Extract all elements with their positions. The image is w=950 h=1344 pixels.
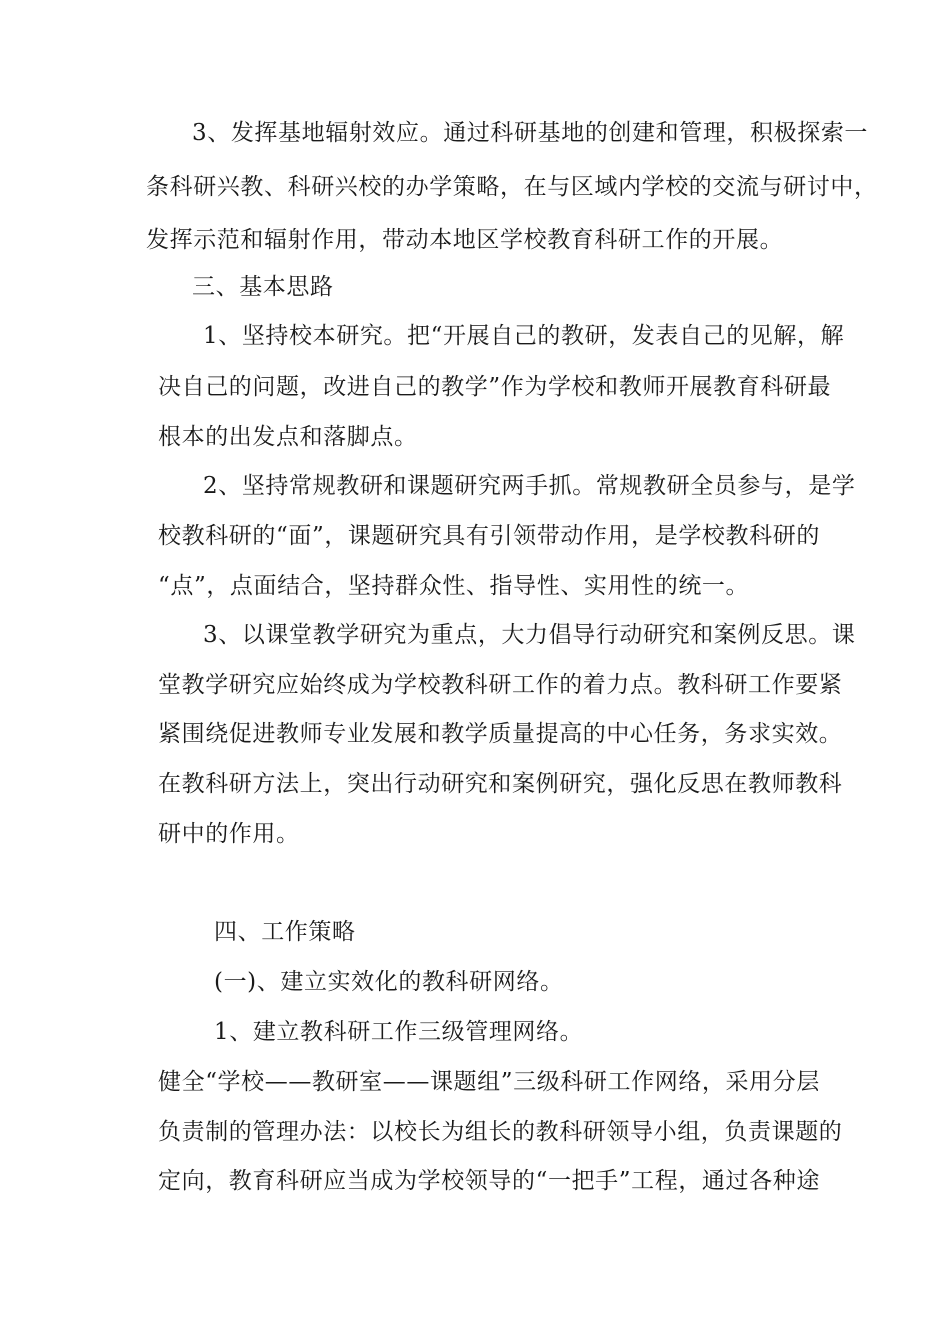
body-text-line: “点”，点面结合，坚持群众性、指导性、实用性的统一。 bbox=[158, 573, 750, 599]
body-text-line: 发挥示范和辐射作用，带动本地区学校教育科研工作的开展。 bbox=[146, 227, 784, 253]
body-text-line: 条科研兴教、科研兴校的办学策略，在与区域内学校的交流与研讨中， bbox=[146, 174, 878, 200]
body-text-line: 紧围绕促进教师专业发展和教学质量提高的中心任务，务求实效。 bbox=[158, 721, 843, 747]
body-text-line: 3、发挥基地辐射效应。通过科研基地的创建和管理，积极探索一 bbox=[192, 120, 869, 146]
subsection-heading: (一)、建立实效化的教科研网络。 bbox=[214, 969, 564, 995]
body-text-line: 1、坚持校本研究。把“开展自己的教研，发表自己的见解，解 bbox=[203, 323, 845, 349]
section-heading: 四、工作策略 bbox=[214, 919, 356, 945]
body-text-line: 3、以课堂教学研究为重点，大力倡导行动研究和案例反思。课 bbox=[203, 622, 856, 648]
body-text-line: 决自己的问题，改进自己的教学”作为学校和教师开展教育科研最 bbox=[158, 374, 832, 400]
body-text-line: 堂教学研究应始终成为学校教科研工作的着力点。教科研工作要紧 bbox=[158, 672, 843, 698]
body-text-line: 健全“学校——教研室——课题组”三级科研工作网络，采用分层 bbox=[158, 1069, 820, 1095]
body-text-line: 根本的出发点和落脚点。 bbox=[158, 424, 418, 450]
body-text-line: 定向，教育科研应当成为学校领导的“一把手”工程，通过各种途 bbox=[158, 1168, 820, 1194]
section-heading: 三、基本思路 bbox=[192, 274, 334, 300]
body-text-line: 在教科研方法上，突出行动研究和案例研究，强化反思在教师教科 bbox=[158, 771, 843, 797]
body-text-line: 研中的作用。 bbox=[158, 821, 300, 847]
body-text-line: 负责制的管理办法：以校长为组长的教科研领导小组，负责课题的 bbox=[158, 1119, 843, 1145]
body-text-line: 校教科研的“面”，课题研究具有引领带动作用，是学校教科研的 bbox=[158, 523, 820, 549]
item-heading: 1、建立教科研工作三级管理网络。 bbox=[214, 1019, 584, 1045]
body-text-line: 2、坚持常规教研和课题研究两手抓。常规教研全员参与，是学 bbox=[203, 473, 856, 499]
